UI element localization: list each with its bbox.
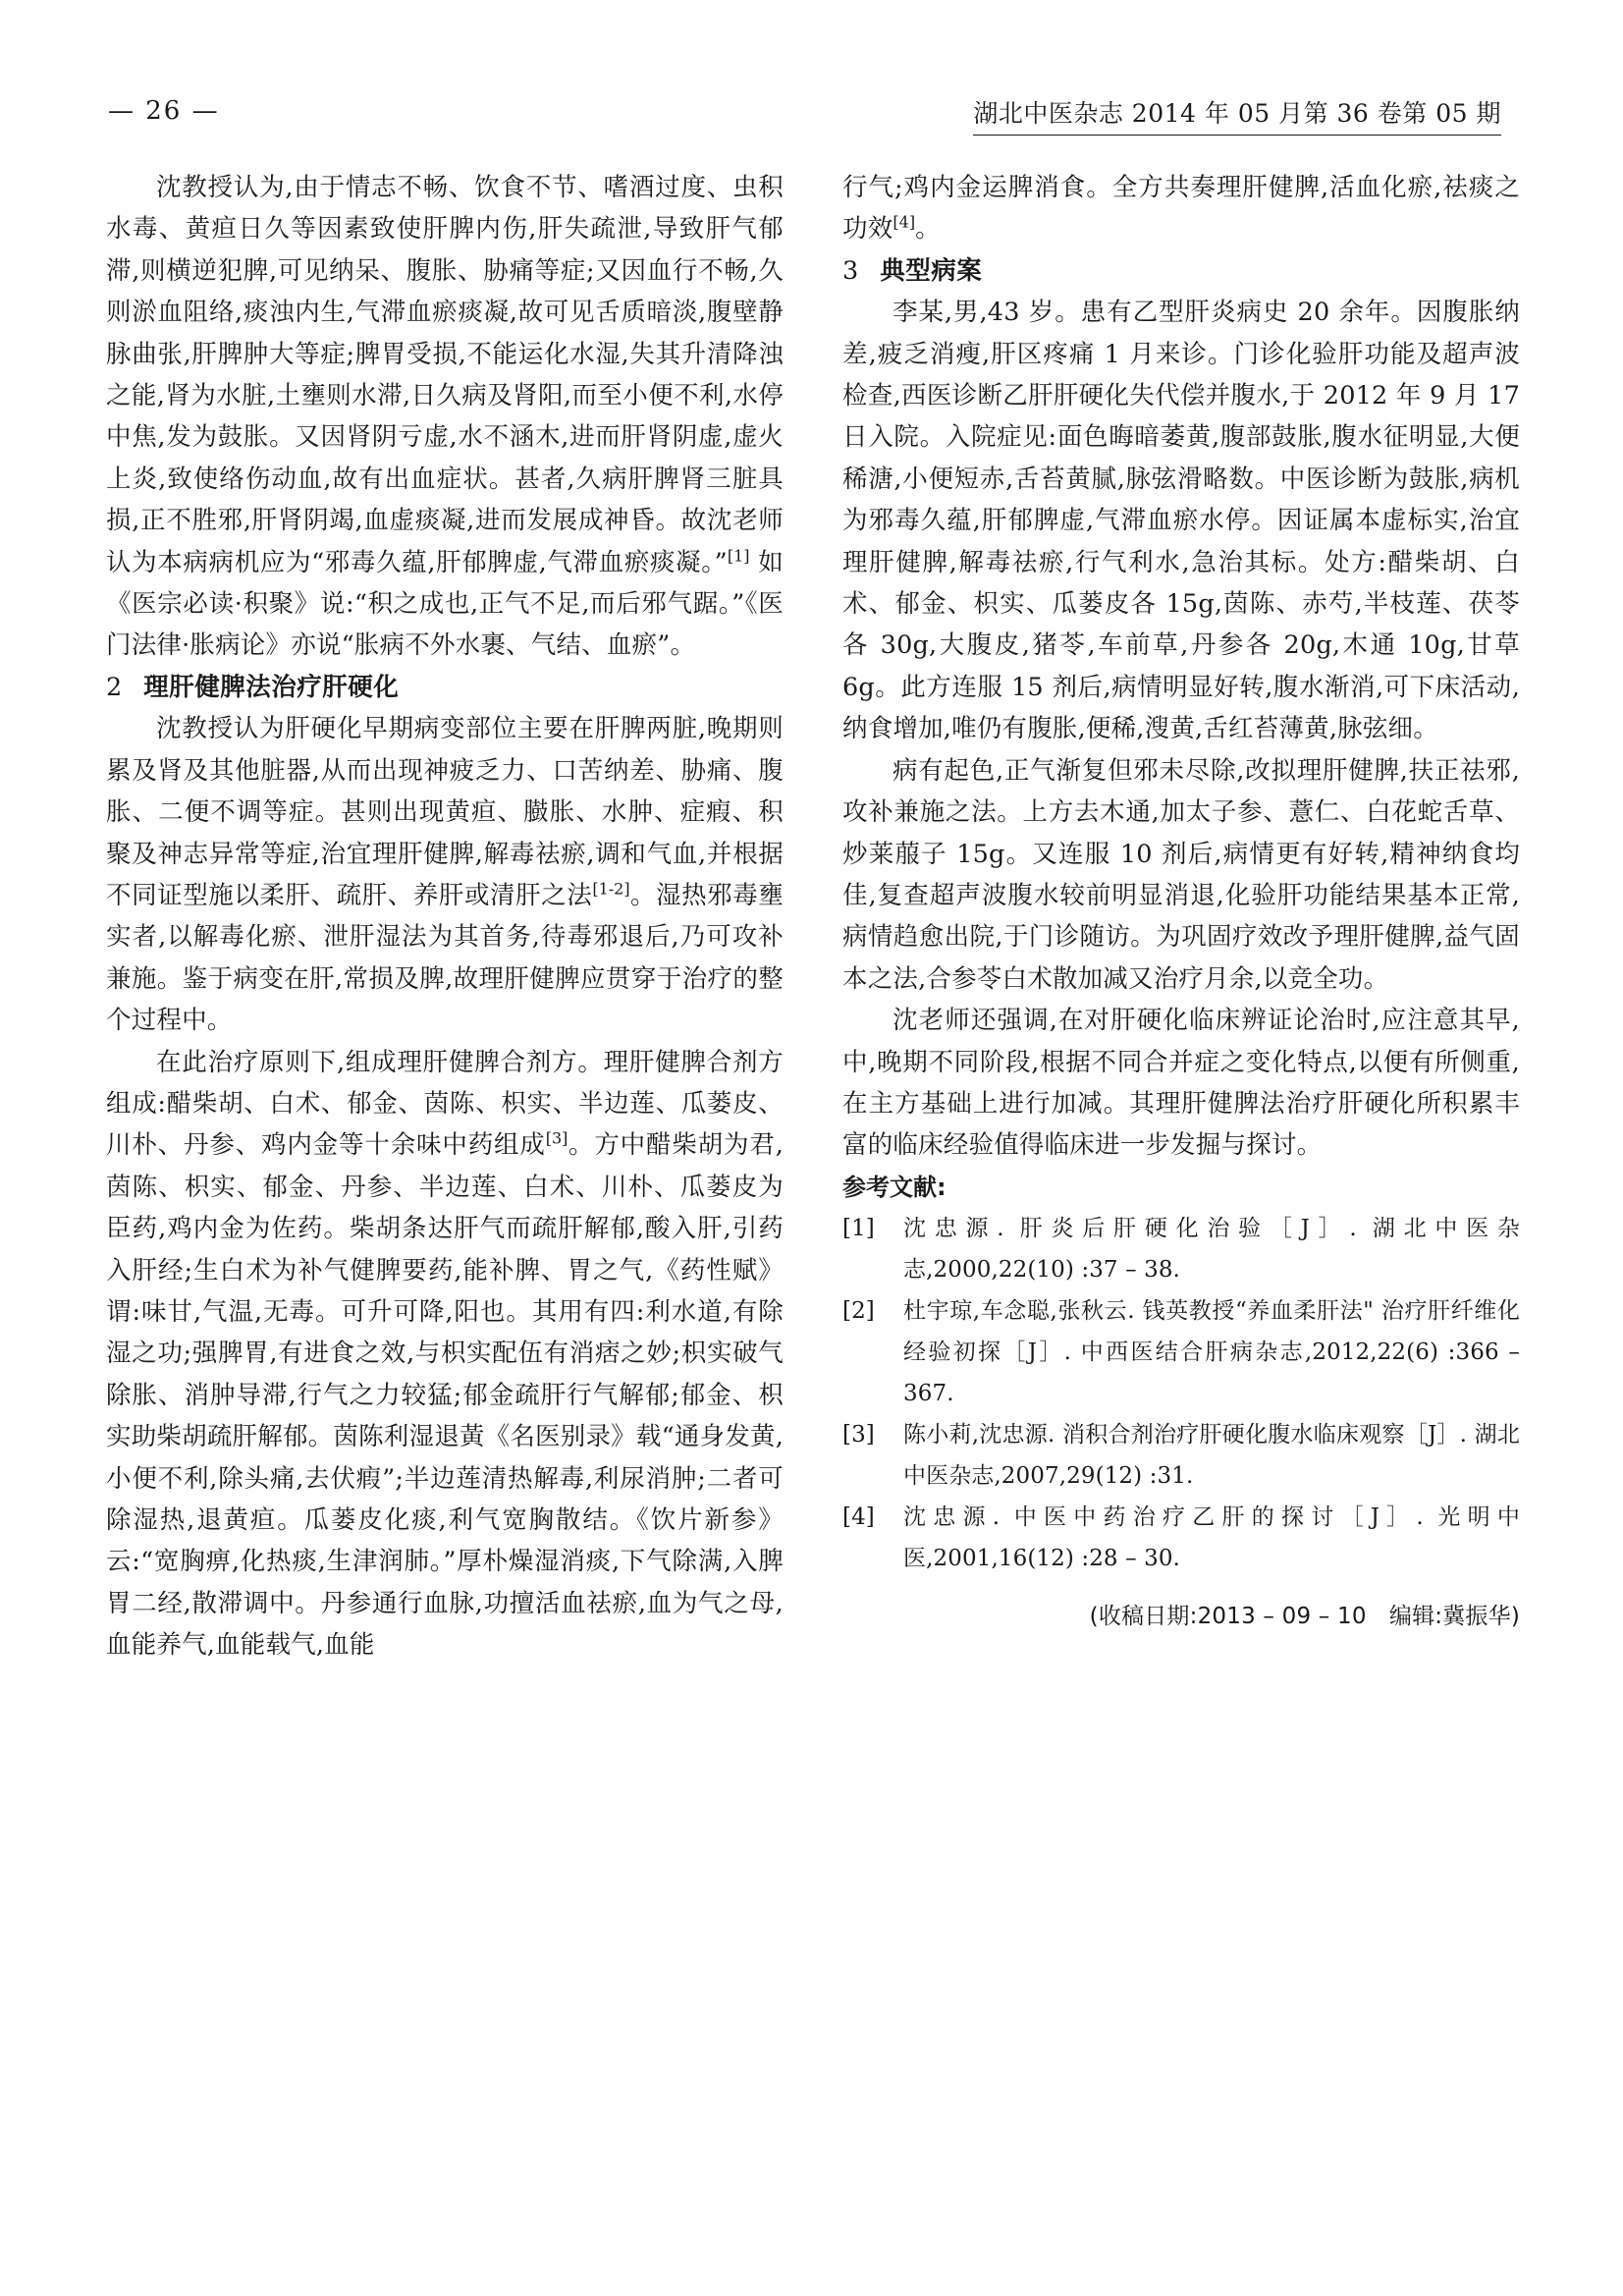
citation-marker: [1-2] bbox=[592, 879, 630, 899]
references-list bbox=[842, 1208, 1520, 1579]
paragraph-treatment-principle bbox=[106, 708, 784, 1041]
references-heading: 参考文献: bbox=[842, 1173, 947, 1201]
citation-marker: [1] bbox=[727, 546, 750, 566]
reference-number: [2] bbox=[842, 1297, 875, 1324]
reference-item bbox=[842, 1414, 1520, 1497]
section-heading-3 bbox=[842, 250, 1520, 292]
reference-text: 陈小莉,沈忠源. 消积合剂治疗肝硬化腹水临床观察［J］. 湖北中医杂志,2007,29(12) :31. bbox=[903, 1421, 1521, 1489]
paragraph-pathogenesis bbox=[106, 167, 784, 667]
section-title: 典型病案 bbox=[880, 255, 983, 286]
paragraph-conclusion: 沈老师还强调,在对肝硬化临床辨证论治时,应注意其早,中,晚期不同阶段,根据不同合并症之变化特点,以便有所侧重,在主方基础上进行加减。其理肝健脾法治疗肝硬化所积累丰富的临床经验值得临床进一步发掘与探讨。 bbox=[842, 1006, 1520, 1161]
running-head bbox=[108, 94, 1515, 134]
paragraph-tail: 。 bbox=[915, 214, 941, 245]
page-number: — 26 — bbox=[108, 96, 220, 126]
right-column bbox=[842, 167, 1520, 1667]
reference-text: 沈忠源. 中医中药治疗乙肝的探讨［J］. 光明中医,2001,16(12) :28 – 30. bbox=[903, 1503, 1520, 1571]
section-title: 理肝健脾法治疗肝硬化 bbox=[143, 672, 400, 702]
paragraph-formula-composition bbox=[106, 1042, 784, 1667]
reference-number: [3] bbox=[842, 1421, 875, 1448]
body-columns bbox=[106, 167, 1520, 1667]
reference-item bbox=[842, 1290, 1520, 1414]
left-column bbox=[106, 167, 784, 1667]
reference-item bbox=[842, 1497, 1520, 1579]
paragraph-case-followup: 病有起色,正气渐复但邪未尽除,改拟理肝健脾,扶正祛邪,攻补兼施之法。上方去木通,加太子参、薏仁、白花蛇舌草、炒莱菔子 15g。又连服 10 剂后,病情更有好转,精神纳食均佳,复查超声波腹水较前明显消退,化验肝功能结果基本正常,病情趋愈出院,于门诊随访。为巩固疗效改予理肝健脾,益气固本之法,合参苓白术散加减又治疗月余,以竞全功。 bbox=[842, 755, 1520, 994]
paragraph-text: 在此治疗原则下,组成理肝健脾合剂方。理肝健脾合剂方组成:醋柴胡、白术、郁金、茵陈、枳实、半边莲、瓜蒌皮、川朴、丹参、鸡内金等十余味中药组成 bbox=[106, 1047, 784, 1161]
paragraph-tail: 。湿热邪毒壅实者,以解毒化瘀、泄肝湿法为其首务,待毒邪退后,乃可攻补兼施。鉴于病变在肝,常损及脾,故理肝健脾应贯穿于治疗的整个过程中。 bbox=[106, 880, 784, 1036]
reference-number: [4] bbox=[842, 1503, 875, 1530]
paragraph-tail: 。方中醋柴胡为君,茵陈、枳实、郁金、丹参、半边莲、白术、川朴、瓜蒌皮为臣药,鸡内金为佐药。柴胡条达肝气而疏肝解郁,酸入肝,引药入肝经;生白术为补气健脾要药,能补脾、胃之气,《药性赋》谓:味甘,气温,无毒。可升可降,阳也。其用有四:利水道,有除湿之功;强脾胃,有进食之效,与枳实配伍有消痞之妙;枳实破气除胀、消肿导滞,行气之力较猛;郁金疏肝行气解郁;郁金、枳实助柴胡疏肝解郁。茵陈利湿退黃《名医别录》载“通身发黄,小便不利,除头痛,去伏瘕”;半边莲清热解毒,利尿消肿;二者可除湿热,退黄疸。瓜蒌皮化痰,利气宽胸散结。《饮片新参》云:“宽胸痹,化热痰,生津润肺。”厚朴燥湿消痰,下气除满,入脾胃二经,散滞调中。丹参通行血脉,功擅活血祛瘀,血为气之母,血能养气,血能载气,血能 bbox=[106, 1130, 784, 1661]
reference-text: 杜宇琼,车念聪,张秋云. 钱英教授“养血柔肝法" 治疗肝纤维化经验初探［J］. 中西医结合肝病杂志,2012,22(6) :366 – 367. bbox=[903, 1297, 1520, 1406]
paragraph-text: 沈教授认为肝硬化早期病变部位主要在肝脾两脏,晚期则累及肾及其他脏器,从而出现神疲乏力、口苦纳差、胁痛、腹胀、二便不调等症。甚则出现黄疸、臌胀、水肿、症瘕、积聚及神志异常等症,治宜理肝健脾,解毒祛瘀,调和气血,并根据不同证型施以柔肝、疏肝、养肝或清肝之法 bbox=[106, 714, 784, 910]
paragraph-text: 沈教授认为,由于情志不畅、饮食不节、嗜酒过度、虫积水毒、黄疸日久等因素致使肝脾内伤,肝失疏泄,导致肝气郁滞,则横逆犯脾,可见纳呆、腹胀、胁痛等症;又因血行不畅,久则淤血阻络,痰浊内生,气滞血瘀痰凝,故可见舌质暗淡,腹壁静脉曲张,肝脾肿大等症;脾胃受损,不能运化水湿,失其升清降浊之能,肾为水脏,土壅则水滞,日久病及肾阳,而至小便不利,水停中焦,发为鼓胀。又因肾阴亏虚,水不涵木,进而肝肾阴虚,虚火上炎,致使络伤动血,故有出血症状。甚者,久病肝脾肾三脏具损,正不胜邪,肝肾阴竭,血虚痰凝,进而发展成神昏。故沈老师认为本病病机应为“邪毒久蕴,肝郁脾虚,气滞血瘀痰凝。” bbox=[106, 173, 784, 577]
citation-marker: [3] bbox=[545, 1128, 568, 1148]
paragraph-text: 行气;鸡内金运脾消食。全方共奏理肝健脾,活血化瘀,祛痰之功效 bbox=[842, 173, 1520, 245]
reference-item bbox=[842, 1208, 1520, 1290]
citation-marker: [4] bbox=[893, 212, 916, 232]
received-date-line: (收稿日期:2013 – 09 – 10 编辑:冀振华) bbox=[1089, 1603, 1520, 1629]
reference-number: [1] bbox=[842, 1215, 875, 1241]
section-heading-2 bbox=[106, 667, 784, 708]
reference-text: 沈忠源. 肝炎后肝硬化治验［J］. 湖北中医杂志,2000,22(10) :37 – 38. bbox=[903, 1215, 1520, 1283]
paragraph-tail: 如《医宗必读·积聚》说:“积之成也,正气不足,而后邪气踞。”《医门法律·胀病论》亦说“胀病不外水裹、气结、血瘀”。 bbox=[106, 547, 784, 661]
paragraph-case-admission: 李某,男,43 岁。患有乙型肝炎病史 20 余年。因腹胀纳差,疲乏消瘦,肝区疼痛 1 月来诊。门诊化验肝功能及超声波检查,西医诊断乙肝肝硬化失代偿并腹水,于 2012 年 9 月 17 日入院。入院症见:面色晦暗萎黄,腹部鼓胀,腹水征明显,大便稀溏,小便短赤,舌苔黄腻,脉弦滑略数。中医诊断为鼓胀,病机为邪毒久蕴,肝郁脾虚,气滞血瘀水停。因证属本虚标实,治宜理肝健脾,解毒祛瘀,行气利水,急治其标。处方:醋柴胡、白术、郁金、枳实、瓜蒌皮各 15g,茵陈、赤芍,半枝莲、茯苓各 30g,大腹皮,猪苓,车前草,丹参各 20g,木通 10g,甘草 6g。此方连服 15 剂后,病情明显好转,腹水渐消,可下床活动,纳食增加,唯仍有腹胀,便稀,溲黄,舌红苔薄黄,脉弦细。 bbox=[842, 298, 1520, 744]
paragraph-formula-continuation bbox=[842, 167, 1520, 250]
section-number: 2 bbox=[106, 672, 123, 702]
section-number: 3 bbox=[842, 255, 859, 286]
journal-header-title: 湖北中医杂志 2014 年 05 月第 36 卷第 05 期 bbox=[973, 94, 1501, 136]
